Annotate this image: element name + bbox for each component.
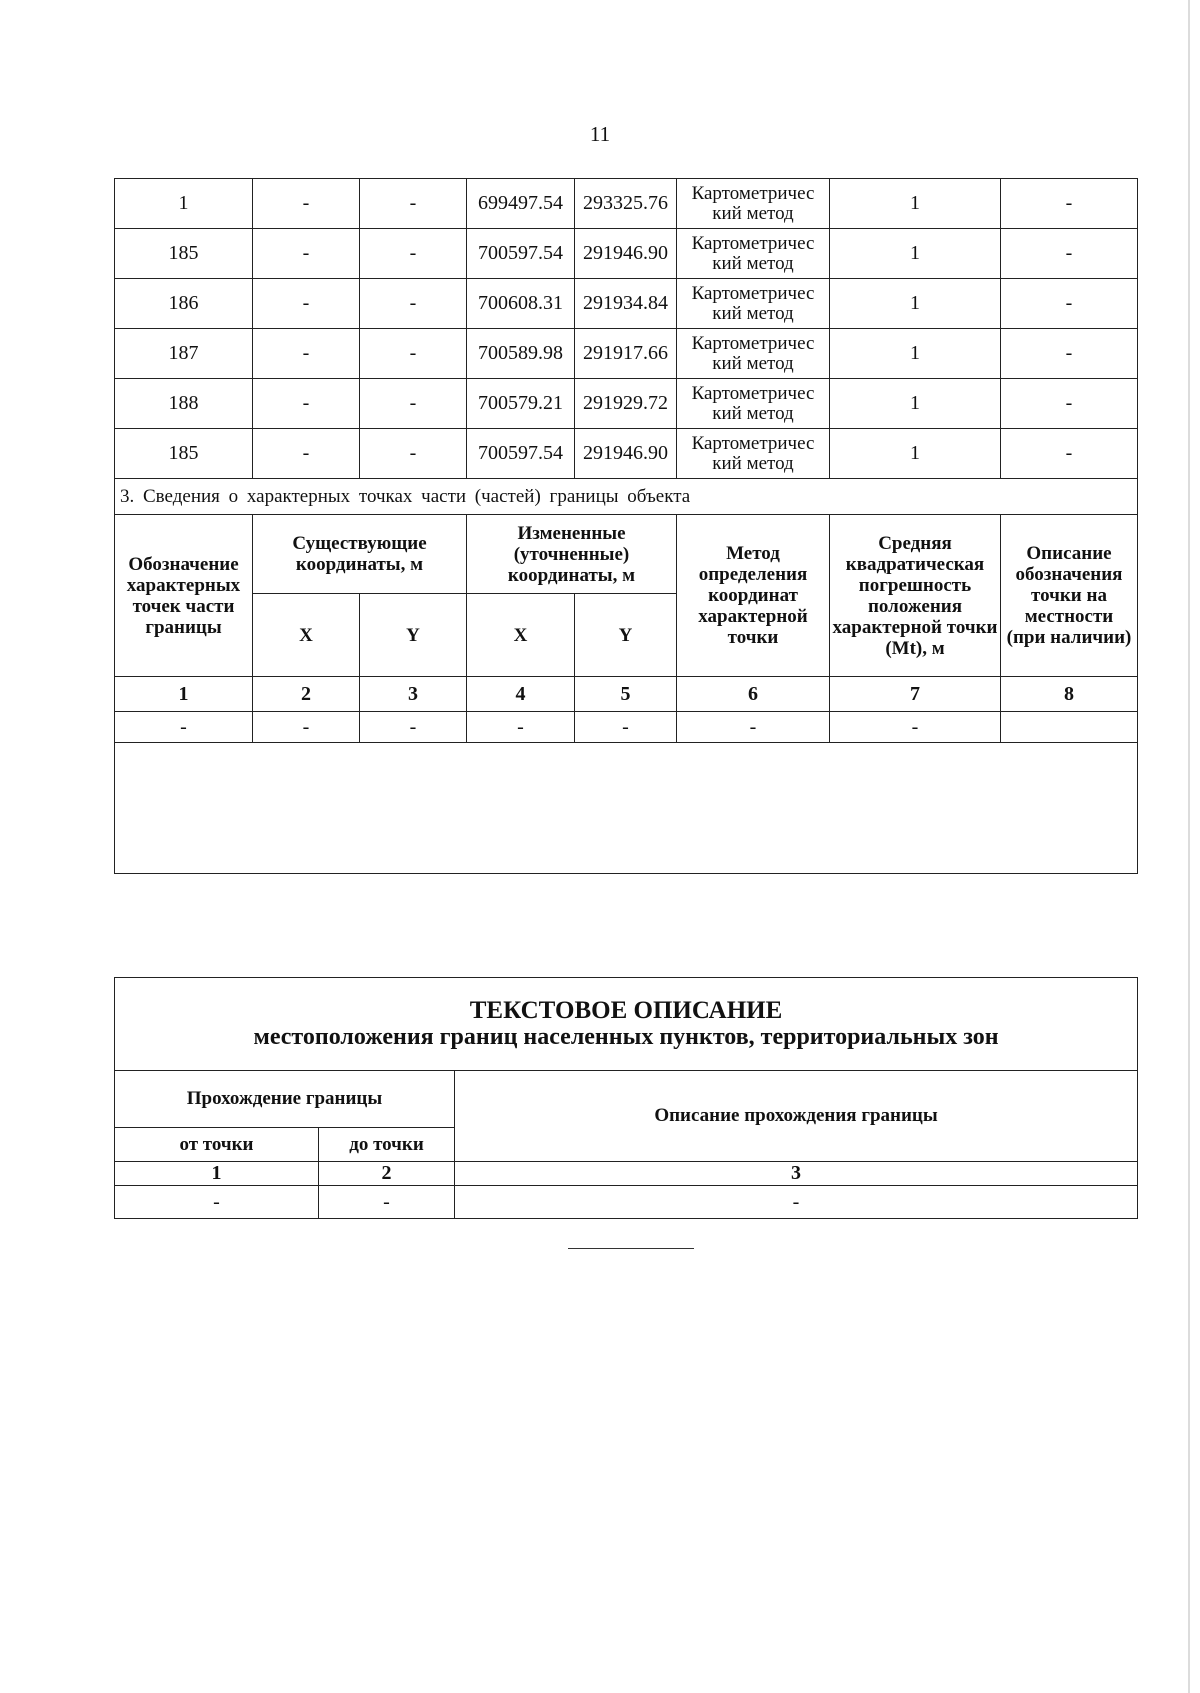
changed-y: 291946.90 [575,229,677,279]
point-number: 1 [115,179,253,229]
coordinates-table-body [115,179,1138,874]
error-value: 1 [830,179,1001,229]
scan-edge [1188,0,1190,1693]
changed-y: 291934.84 [575,279,677,329]
existing-y: - [360,279,467,329]
cell-value: - [319,1186,455,1219]
changed-y: 291917.66 [575,329,677,379]
error-value: 1 [830,379,1001,429]
header-method: Метод определения координат характерной точки [677,515,830,677]
end-rule [568,1248,694,1249]
point-description: - [1001,229,1138,279]
cell-value: - [455,1186,1138,1219]
header-error: Средняя квадратическая погрешность положения характерной точки (Mt), м [830,515,1001,677]
changed-x: 700597.54 [467,229,575,279]
header-boundary-passage: Прохождение границы [115,1071,455,1128]
header-existing-x: X [253,594,360,677]
method: Картометричес кий метод [677,279,830,329]
text-description-table [114,977,1138,1219]
section-title: 3. Сведения о характерных точках части (частей) границы объекта [115,479,1138,515]
changed-x: 700597.54 [467,429,575,479]
cell-value: - [575,712,677,743]
point-number: 185 [115,229,253,279]
cell-value: - [360,712,467,743]
cell-value: - [115,1186,319,1219]
coordinates-table [114,178,1138,874]
cell-value [1001,712,1138,743]
title-cell [115,978,1138,1071]
existing-y: - [360,329,467,379]
changed-y: 291929.72 [575,379,677,429]
blank-area [115,743,1138,874]
header-changed-coords: Измененные (уточненные) координаты, м [467,515,677,594]
changed-x: 699497.54 [467,179,575,229]
error-value: 1 [830,329,1001,379]
cell-value: - [677,712,830,743]
cell-value: - [830,712,1001,743]
column-number: 2 [253,677,360,712]
header-existing-y: Y [360,594,467,677]
changed-y: 291946.90 [575,429,677,479]
cell-value: - [115,712,253,743]
header-changed-x: X [467,594,575,677]
existing-y: - [360,179,467,229]
header-row [115,1071,1138,1128]
blank-row [115,743,1138,874]
section-heading: ТЕКСТОВОЕ ОПИСАНИЕ [469,997,783,1024]
error-value: 1 [830,229,1001,279]
changed-x: 700589.98 [467,329,575,379]
column-number: 8 [1001,677,1138,712]
existing-y: - [360,429,467,479]
existing-x: - [253,179,360,229]
existing-y: - [360,379,467,429]
header-row [115,515,1138,594]
method: Картометричес кий метод [677,179,830,229]
existing-x: - [253,329,360,379]
error-value: 1 [830,429,1001,479]
column-number: 4 [467,677,575,712]
method: Картометричес кий метод [677,429,830,479]
point-description: - [1001,179,1138,229]
header-passage-description: Описание прохождения границы [455,1071,1138,1162]
point-description: - [1001,329,1138,379]
error-value: 1 [830,279,1001,329]
existing-x: - [253,279,360,329]
table-row [115,179,1138,229]
table-row [115,279,1138,329]
column-number-row [115,677,1138,712]
point-description: - [1001,429,1138,479]
existing-y: - [360,229,467,279]
table-row [115,229,1138,279]
existing-x: - [253,229,360,279]
header-description: Описание обозначения точки на местности (при наличии) [1001,515,1138,677]
point-number: 187 [115,329,253,379]
column-number: 1 [115,677,253,712]
column-number: 6 [677,677,830,712]
column-number: 5 [575,677,677,712]
table-row [115,329,1138,379]
changed-x: 700579.21 [467,379,575,429]
header-to-point: до точки [319,1128,455,1162]
header-existing-coords: Существующие координаты, м [253,515,467,594]
method: Картометричес кий метод [677,229,830,279]
table-row [115,379,1138,429]
column-number: 1 [115,1162,319,1186]
title-row [115,978,1138,1071]
point-number: 188 [115,379,253,429]
point-number: 186 [115,279,253,329]
point-description: - [1001,379,1138,429]
table-row [115,429,1138,479]
method: Картометричес кий метод [677,329,830,379]
column-number: 3 [360,677,467,712]
existing-x: - [253,429,360,479]
point-description: - [1001,279,1138,329]
column-number: 2 [319,1162,455,1186]
empty-data-row [115,1186,1138,1219]
cell-value: - [253,712,360,743]
existing-x: - [253,379,360,429]
section-subheading: местоположения границ населенных пунктов, территориальных зон [253,1024,999,1050]
header-changed-y: Y [575,594,677,677]
method: Картометричес кий метод [677,379,830,429]
changed-y: 293325.76 [575,179,677,229]
point-number: 185 [115,429,253,479]
page-number: 11 [589,122,611,146]
header-from-point: от точки [115,1128,319,1162]
changed-x: 700608.31 [467,279,575,329]
header-designation: Обозначение характерных точек части границы [115,515,253,677]
section-row [115,479,1138,515]
column-number: 7 [830,677,1001,712]
cell-value: - [467,712,575,743]
column-number-row [115,1162,1138,1186]
empty-data-row [115,712,1138,743]
column-number: 3 [455,1162,1138,1186]
